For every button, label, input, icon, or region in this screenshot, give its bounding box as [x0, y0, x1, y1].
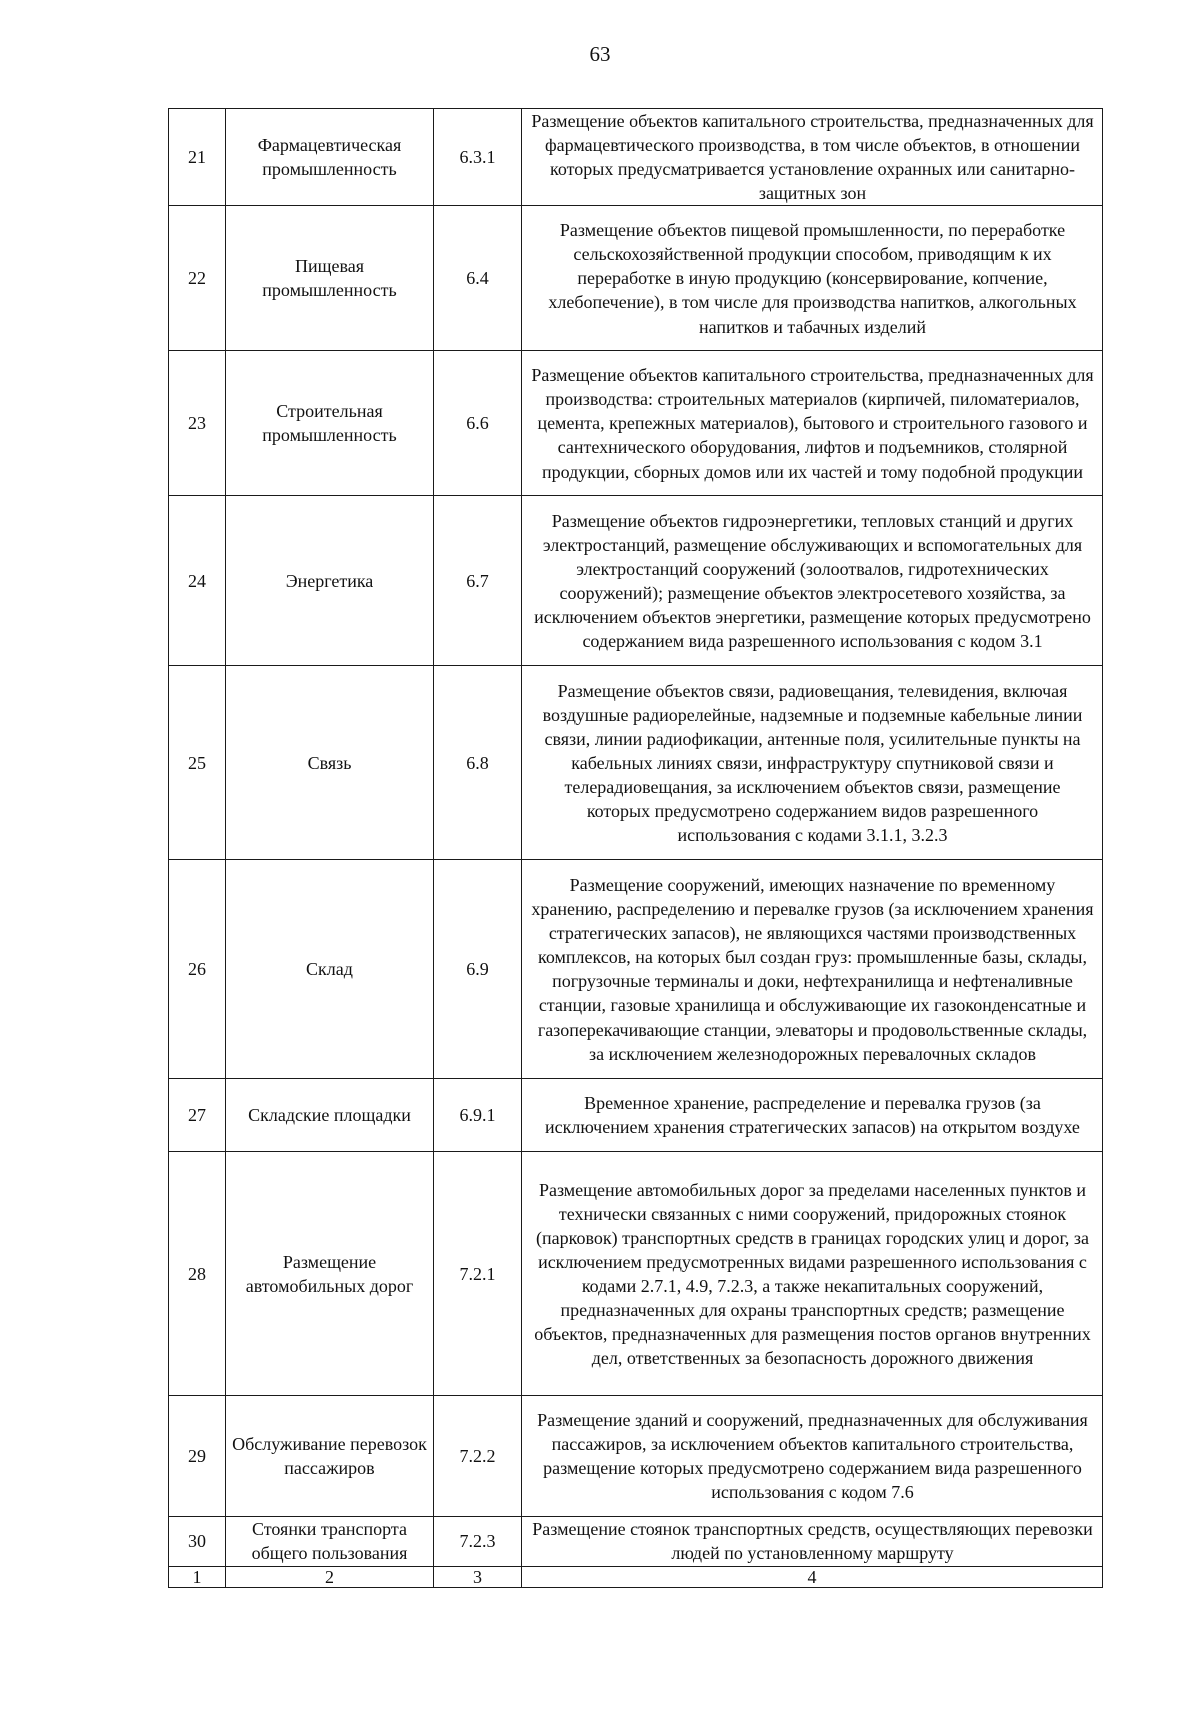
land-use-table: [168, 108, 1103, 1588]
use-type-description: Размещение объектов связи, радиовещания, телевидения, включая воздушные радиорелейные, надземные и подземные кабельные линии связи, линии радиофикации, антенные поля, усилительные пункты на кабельных линиях связи, инфраструктуру спутниковой связи и телерадиовещания, за исключением объектов связи, размещение которых предусмотрено содержанием видов разрешенного использования с кодами 3.1.1, 3.2.3: [522, 666, 1103, 860]
use-type-name: Склад: [226, 860, 434, 1079]
row-number: 23: [169, 351, 226, 496]
table-row: [169, 109, 1103, 206]
use-type-name: Обслуживание перевозок пассажиров: [226, 1396, 434, 1517]
use-type-name: Стоянки транспорта общего пользования: [226, 1517, 434, 1566]
table-row: [169, 1152, 1103, 1396]
use-type-name: Связь: [226, 666, 434, 860]
use-type-code: 6.9.1: [434, 1079, 522, 1152]
row-number: 21: [169, 109, 226, 206]
column-number: 3: [434, 1566, 522, 1587]
row-number: 22: [169, 206, 226, 351]
table-row: [169, 496, 1103, 666]
use-type-description: Размещение сооружений, имеющих назначение по временному хранению, распределению и перевалке грузов (за исключением хранения стратегических запасов), не являющихся частями производственных комплексов, на которых был создан груз: промышленные базы, склады, погрузочные терминалы и доки, нефтехранилища и нефтеналивные станции, газовые хранилища и обслуживающие их газоконденсатные и газоперекачивающие станции, элеваторы и продовольственные склады, за исключением железнодорожных перевалочных складов: [522, 860, 1103, 1079]
page-number: 63: [589, 42, 611, 66]
row-number: 28: [169, 1152, 226, 1396]
use-type-name: Размещение автомобильных дорог: [226, 1152, 434, 1396]
table-row: [169, 351, 1103, 496]
use-type-code: 7.2.1: [434, 1152, 522, 1396]
use-type-description: Размещение автомобильных дорог за пределами населенных пунктов и технически связанных с ними сооружений, придорожных стоянок (парковок) транспортных средств в границах городских улиц и дорог, за исключением предусмотренных видами разрешенного использования с кодами 2.7.1, 4.9, 7.2.3, а также некапитальных сооружений, предназначенных для охраны транспортных средств; размещение объектов, предназначенных для размещения постов органов внутренних дел, ответственных за безопасность дорожного движения: [522, 1152, 1103, 1396]
column-numbering-row: [169, 1566, 1103, 1587]
table-row: [169, 860, 1103, 1079]
table-row: [169, 666, 1103, 860]
table-row: [169, 1396, 1103, 1517]
column-number: 4: [522, 1566, 1103, 1587]
column-number: 2: [226, 1566, 434, 1587]
row-number: 26: [169, 860, 226, 1079]
use-type-code: 6.3.1: [434, 109, 522, 206]
use-type-code: 7.2.2: [434, 1396, 522, 1517]
use-type-code: 6.4: [434, 206, 522, 351]
use-type-description: Размещение зданий и сооружений, предназначенных для обслуживания пассажиров, за исключением объектов капитального строительства, размещение которых предусмотрено содержанием вида разрешенного использования с кодом 7.6: [522, 1396, 1103, 1517]
row-number: 29: [169, 1396, 226, 1517]
use-type-name: Фармацевтическая промышленность: [226, 109, 434, 206]
row-number: 24: [169, 496, 226, 666]
table-row: [169, 1079, 1103, 1152]
row-number: 25: [169, 666, 226, 860]
use-type-code: 6.8: [434, 666, 522, 860]
use-type-code: 7.2.3: [434, 1517, 522, 1566]
use-type-description: Размещение объектов капитального строительства, предназначенных для фармацевтического производства, в том числе объектов, в отношении которых предусматривается установление охранных или санитарно-защитных зон: [522, 109, 1103, 206]
table-row: [169, 206, 1103, 351]
use-type-description: Размещение объектов капитального строительства, предназначенных для производства: строительных материалов (кирпичей, пиломатериалов, цемента, крепежных материалов), бытового и строительного газового и сантехнического оборудования, лифтов и подъемников, столярной продукции, сборных домов или их частей и тому подобной продукции: [522, 351, 1103, 496]
use-type-description: Размещение стоянок транспортных средств, осуществляющих перевозки людей по установленному маршруту: [522, 1517, 1103, 1566]
use-type-name: Пищевая промышленность: [226, 206, 434, 351]
use-type-name: Энергетика: [226, 496, 434, 666]
use-type-description: Временное хранение, распределение и перевалка грузов (за исключением хранения стратегических запасов) на открытом воздухе: [522, 1079, 1103, 1152]
use-type-code: 6.7: [434, 496, 522, 666]
use-type-name: Складские площадки: [226, 1079, 434, 1152]
row-number: 27: [169, 1079, 226, 1152]
table-row: [169, 1517, 1103, 1566]
use-type-description: Размещение объектов пищевой промышленности, по переработке сельскохозяйственной продукции способом, приводящим к их переработке в иную продукцию (консервирование, копчение, хлебопечение), в том числе для производства напитков, алкогольных напитков и табачных изделий: [522, 206, 1103, 351]
use-type-name: Строительная промышленность: [226, 351, 434, 496]
use-type-code: 6.6: [434, 351, 522, 496]
use-type-code: 6.9: [434, 860, 522, 1079]
row-number: 30: [169, 1517, 226, 1566]
column-number: 1: [169, 1566, 226, 1587]
use-type-description: Размещение объектов гидроэнергетики, тепловых станций и других электростанций, размещение обслуживающих и вспомогательных для электростанций сооружений (золоотвалов, гидротехнических сооружений); размещение объектов электросетевого хозяйства, за исключением объектов энергетики, размещение которых предусмотрено содержанием вида разрешенного использования с кодом 3.1: [522, 496, 1103, 666]
